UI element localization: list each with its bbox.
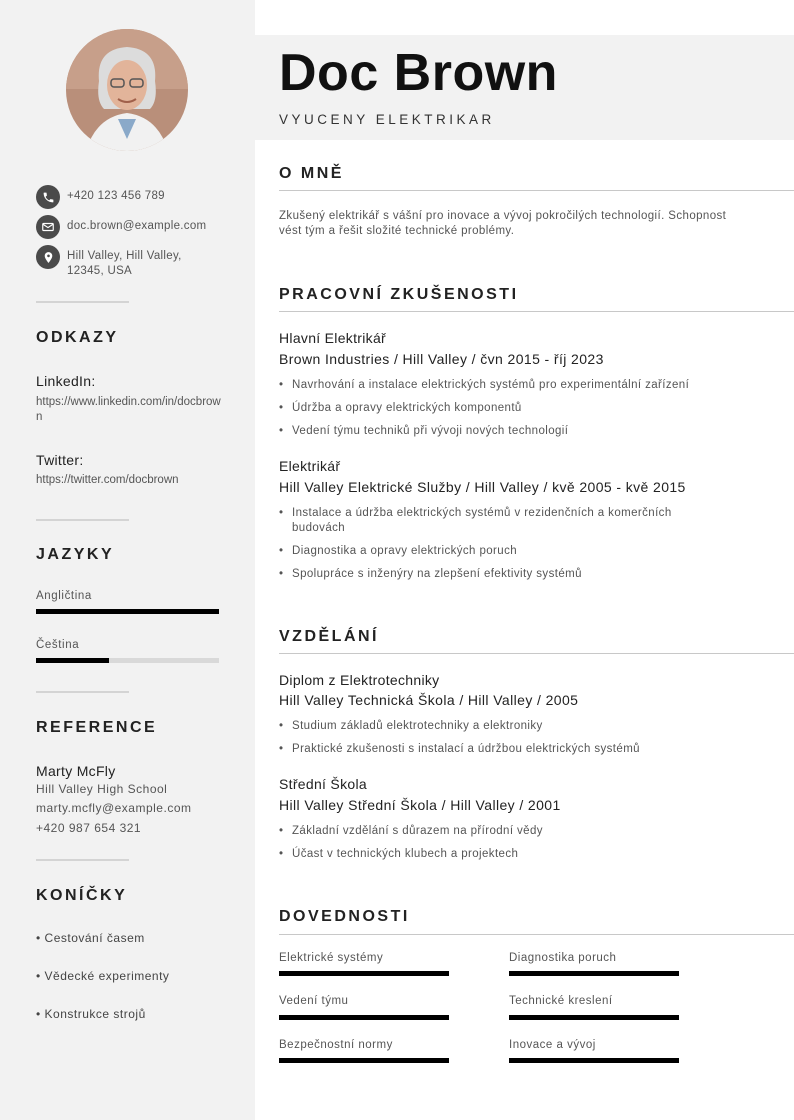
sidebar-divider	[36, 301, 129, 303]
language-level-bar	[36, 658, 219, 663]
email-icon	[36, 215, 60, 239]
languages-heading: JAZYKY	[36, 546, 115, 563]
contact-email	[36, 215, 217, 239]
candidate-name: Doc Brown	[279, 44, 558, 102]
section-rule	[279, 190, 794, 191]
section-rule	[279, 653, 794, 654]
language-level-fill	[36, 609, 219, 614]
skill-level-bar	[509, 1015, 679, 1020]
education-details: Hill Valley Technická Škola / Hill Valley / 2005	[279, 692, 579, 708]
job-bullet: • Navrhování a instalace elektrických systémů pro experimentální zařízení	[279, 378, 739, 393]
links-heading: ODKAZY	[36, 329, 119, 346]
sidebar-divider	[36, 859, 129, 861]
job-bullet: • Diagnostika a opravy elektrických poruch	[279, 544, 739, 559]
skill-name: Bezpečnostní normy	[279, 1039, 393, 1051]
skill-name: Vedení týmu	[279, 995, 349, 1007]
sidebar-divider	[36, 519, 129, 521]
hobbies-heading: KONÍČKY	[36, 887, 128, 904]
skill-name: Inovace a vývoj	[509, 1039, 596, 1051]
job-bullet: • Údržba a opravy elektrických komponentů	[279, 401, 739, 416]
language-name: Angličtina	[36, 590, 92, 602]
skill-name: Elektrické systémy	[279, 952, 384, 964]
hobby-item: • Konstrukce strojů	[36, 1007, 146, 1021]
email-text[interactable]: doc.brown@example.com	[67, 220, 207, 232]
skill-level-bar	[279, 1058, 449, 1063]
education-title: Střední Škola	[279, 776, 367, 792]
education-bullet: • Praktické zkušenosti s instalací a údržbou elektrických systémů	[279, 742, 759, 757]
contact-address	[36, 245, 217, 279]
education-bullet: • Účast v technických klubech a projektech	[279, 847, 739, 862]
experience-heading: PRACOVNÍ ZKUŠENOSTI	[279, 286, 519, 303]
education-heading: VZDĚLÁNÍ	[279, 628, 379, 645]
reference-phone: +420 987 654 321	[36, 821, 142, 835]
job-title: VYUCENY ELEKTRIKAR	[279, 112, 495, 127]
skill-level-bar	[509, 1058, 679, 1063]
twitter-link[interactable]: https://twitter.com/docbrown	[36, 474, 179, 486]
phone-icon	[36, 185, 60, 209]
skill-level-bar	[279, 971, 449, 976]
education-details: Hill Valley Střední Škola / Hill Valley / 2001	[279, 797, 561, 813]
job-bullet: • Vedení týmu techniků při vývoji nových technologií	[279, 424, 739, 439]
address-text: Hill Valley, Hill Valley, 12345, USA	[67, 250, 182, 277]
education-bullet: • Základní vzdělání s důrazem na přírodní vědy	[279, 824, 739, 839]
job-position-title: Hlavní Elektrikář	[279, 330, 387, 346]
job-position-details: Brown Industries / Hill Valley / čvn 2015 - říj 2023	[279, 351, 604, 367]
sidebar-divider	[36, 691, 129, 693]
phone-text: +420 123 456 789	[67, 190, 165, 202]
linkedin-link[interactable]: https://www.linkedin.com/in/docbrown	[36, 396, 221, 423]
language-level-fill	[36, 658, 109, 663]
reference-email[interactable]: marty.mcfly@example.com	[36, 801, 192, 815]
contact-phone	[36, 185, 217, 209]
linkedin-label: LinkedIn:	[36, 373, 96, 389]
skill-name: Diagnostika poruch	[509, 952, 617, 964]
reference-org: Hill Valley High School	[36, 782, 168, 796]
section-rule	[279, 311, 794, 312]
skills-heading: DOVEDNOSTI	[279, 908, 410, 925]
skill-name: Technické kreslení	[509, 995, 613, 1007]
reference-heading: REFERENCE	[36, 719, 158, 736]
about-heading: O MNĚ	[279, 165, 344, 182]
twitter-label: Twitter:	[36, 452, 84, 468]
education-title: Diplom z Elektrotechniky	[279, 672, 440, 688]
job-position-title: Elektrikář	[279, 458, 341, 474]
hobby-item: • Vědecké experimenty	[36, 969, 170, 983]
language-name: Čeština	[36, 639, 80, 651]
education-bullet: • Studium základů elektrotechniky a elektroniky	[279, 719, 739, 734]
hobby-item: • Cestování časem	[36, 931, 145, 945]
job-bullet: • Spolupráce s inženýry na zlepšení efektivity systémů	[279, 567, 739, 582]
profile-photo	[66, 29, 188, 151]
location-pin-icon	[36, 245, 60, 269]
skill-level-bar	[279, 1015, 449, 1020]
about-text: Zkušený elektrikář s vášní pro inovace a vývoj pokročilých technologií. Schopnost vést tým a řešit složité technické problémy.	[279, 210, 727, 237]
section-rule	[279, 934, 794, 935]
reference-name: Marty McFly	[36, 763, 116, 779]
job-bullet: • Instalace a údržba elektrických systémů v rezidenčních a komerčních budovách	[279, 506, 724, 536]
skill-level-bar	[509, 971, 679, 976]
job-position-details: Hill Valley Elektrické Služby / Hill Valley / kvě 2005 - kvě 2015	[279, 479, 686, 495]
language-level-bar	[36, 609, 219, 614]
